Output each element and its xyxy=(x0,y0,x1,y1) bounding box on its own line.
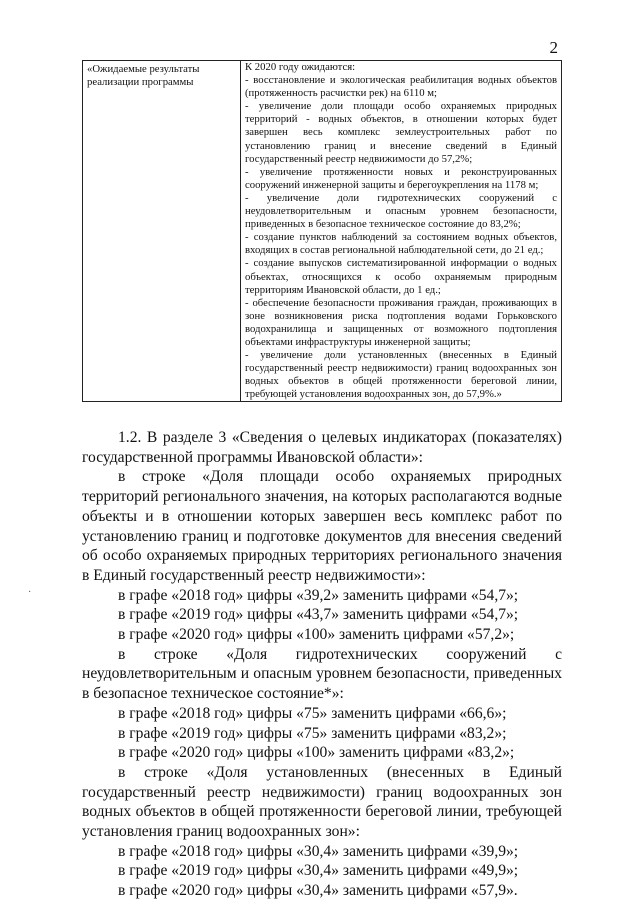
row-content xyxy=(241,61,562,402)
page-number: 2 xyxy=(549,38,558,57)
result-item: - обеспечение безопасности проживания граждан, проживающих в зоне возникновения риска подтопления водами Горьковского водохранилища и защищенных от возможного подтопления объектами инфраструктуры инженерной защиты; xyxy=(245,296,557,348)
expected-results-table xyxy=(82,60,562,402)
scan-speck: · xyxy=(28,587,32,598)
amendment-text xyxy=(82,428,562,901)
replace-instruction: в графе «2018 год» цифры «30,4» заменить цифрами «39,9»; xyxy=(118,842,519,860)
result-item: - увеличение доли установленных (внесенных в Единый государственный реестр недвижимости) границ водоохранных зон водных объектов в общей протяженности береговой линии, требующей установления водоохранных зон, до 57,9%.» xyxy=(245,349,557,401)
result-item: - создание выпусков систематизированной информации о водных объектах, относящихся к особо охраняемым природным территориям Ивановской области, до 1 ед.; xyxy=(245,257,557,296)
indicator-3-intro: в строке «Доля установленных (внесенных в Единый государственный реестр недвижимости) границ водоохранных зон водных объектов в общей протяженности береговой линии, требующей установления границ водоохранных зон»: xyxy=(82,763,562,841)
indicator-2-intro: в строке «Доля гидротехнических сооружений с неудовлетворительным и опасным уровнем безопасности, приведенных в безопасное техническое состояние*»: xyxy=(82,645,562,703)
results-intro: К 2020 году ожидаются: xyxy=(245,61,356,73)
result-item: - увеличение доли гидротехнических сооружений с неудовлетворительным и опасным уровнем безопасности, приведенных в безопасное техническое состояние до 83,2%; xyxy=(245,191,557,231)
replace-instruction: в графе «2020 год» цифры «30,4» заменить цифрами «57,9». xyxy=(118,882,518,900)
replace-instruction: в графе «2018 год» цифры «75» заменить цифрами «66,6»; xyxy=(118,704,507,722)
replace-instruction: в графе «2018 год» цифры «39,2» заменить цифрами «54,7»; xyxy=(118,586,519,604)
indicator-1-intro: в строке «Доля площади особо охраняемых природных территорий регионального значения, на которых располагаются водные объекты и в отношении которых завершен весь комплекс работ по установлению границ и подготовке документов для внесения сведений об особо охраняемых природных территориях регионального значения в Единый государственный реестр недвижимости»: xyxy=(82,468,562,584)
result-item: - создание пунктов наблюдений за состоянием водных объектов, входящих в состав региональной наблюдательной сети, до 21 ед.; xyxy=(245,231,557,257)
replace-instruction: в графе «2019 год» цифры «43,7» заменить цифрами «54,7»; xyxy=(118,606,519,624)
row-label: «Ожидаемые результаты реализации программы xyxy=(83,61,241,402)
replace-instruction: в графе «2020 год» цифры «100» заменить цифрами «57,2»; xyxy=(118,626,515,644)
result-item: - восстановление и экологическая реабилитация водных объектов (протяженность расчистки рек) на 6110 м; xyxy=(245,74,557,100)
table-row xyxy=(83,61,562,402)
section-heading: 1.2. В разделе 3 «Сведения о целевых индикаторах (показателях) государственной программы Ивановской области»: xyxy=(82,429,562,466)
replace-instruction: в графе «2019 год» цифры «75» заменить цифрами «83,2»; xyxy=(118,724,507,742)
replace-instruction: в графе «2020 год» цифры «100» заменить цифрами «83,2»; xyxy=(118,744,515,762)
replace-instruction: в графе «2019 год» цифры «30,4» заменить цифрами «49,9»; xyxy=(118,862,519,880)
result-item: - увеличение протяженности новых и реконструированных сооружений инженерной защиты и берегоукрепления на 1178 м; xyxy=(245,165,557,191)
result-item: - увеличение доли площади особо охраняемых природных территорий - водных объектов, в отношении которых будет завершен весь комплекс землеустроительных работ по установлению границ и внесение сведений в Единый государственный реестр недвижимости до 57,2%; xyxy=(245,100,557,165)
